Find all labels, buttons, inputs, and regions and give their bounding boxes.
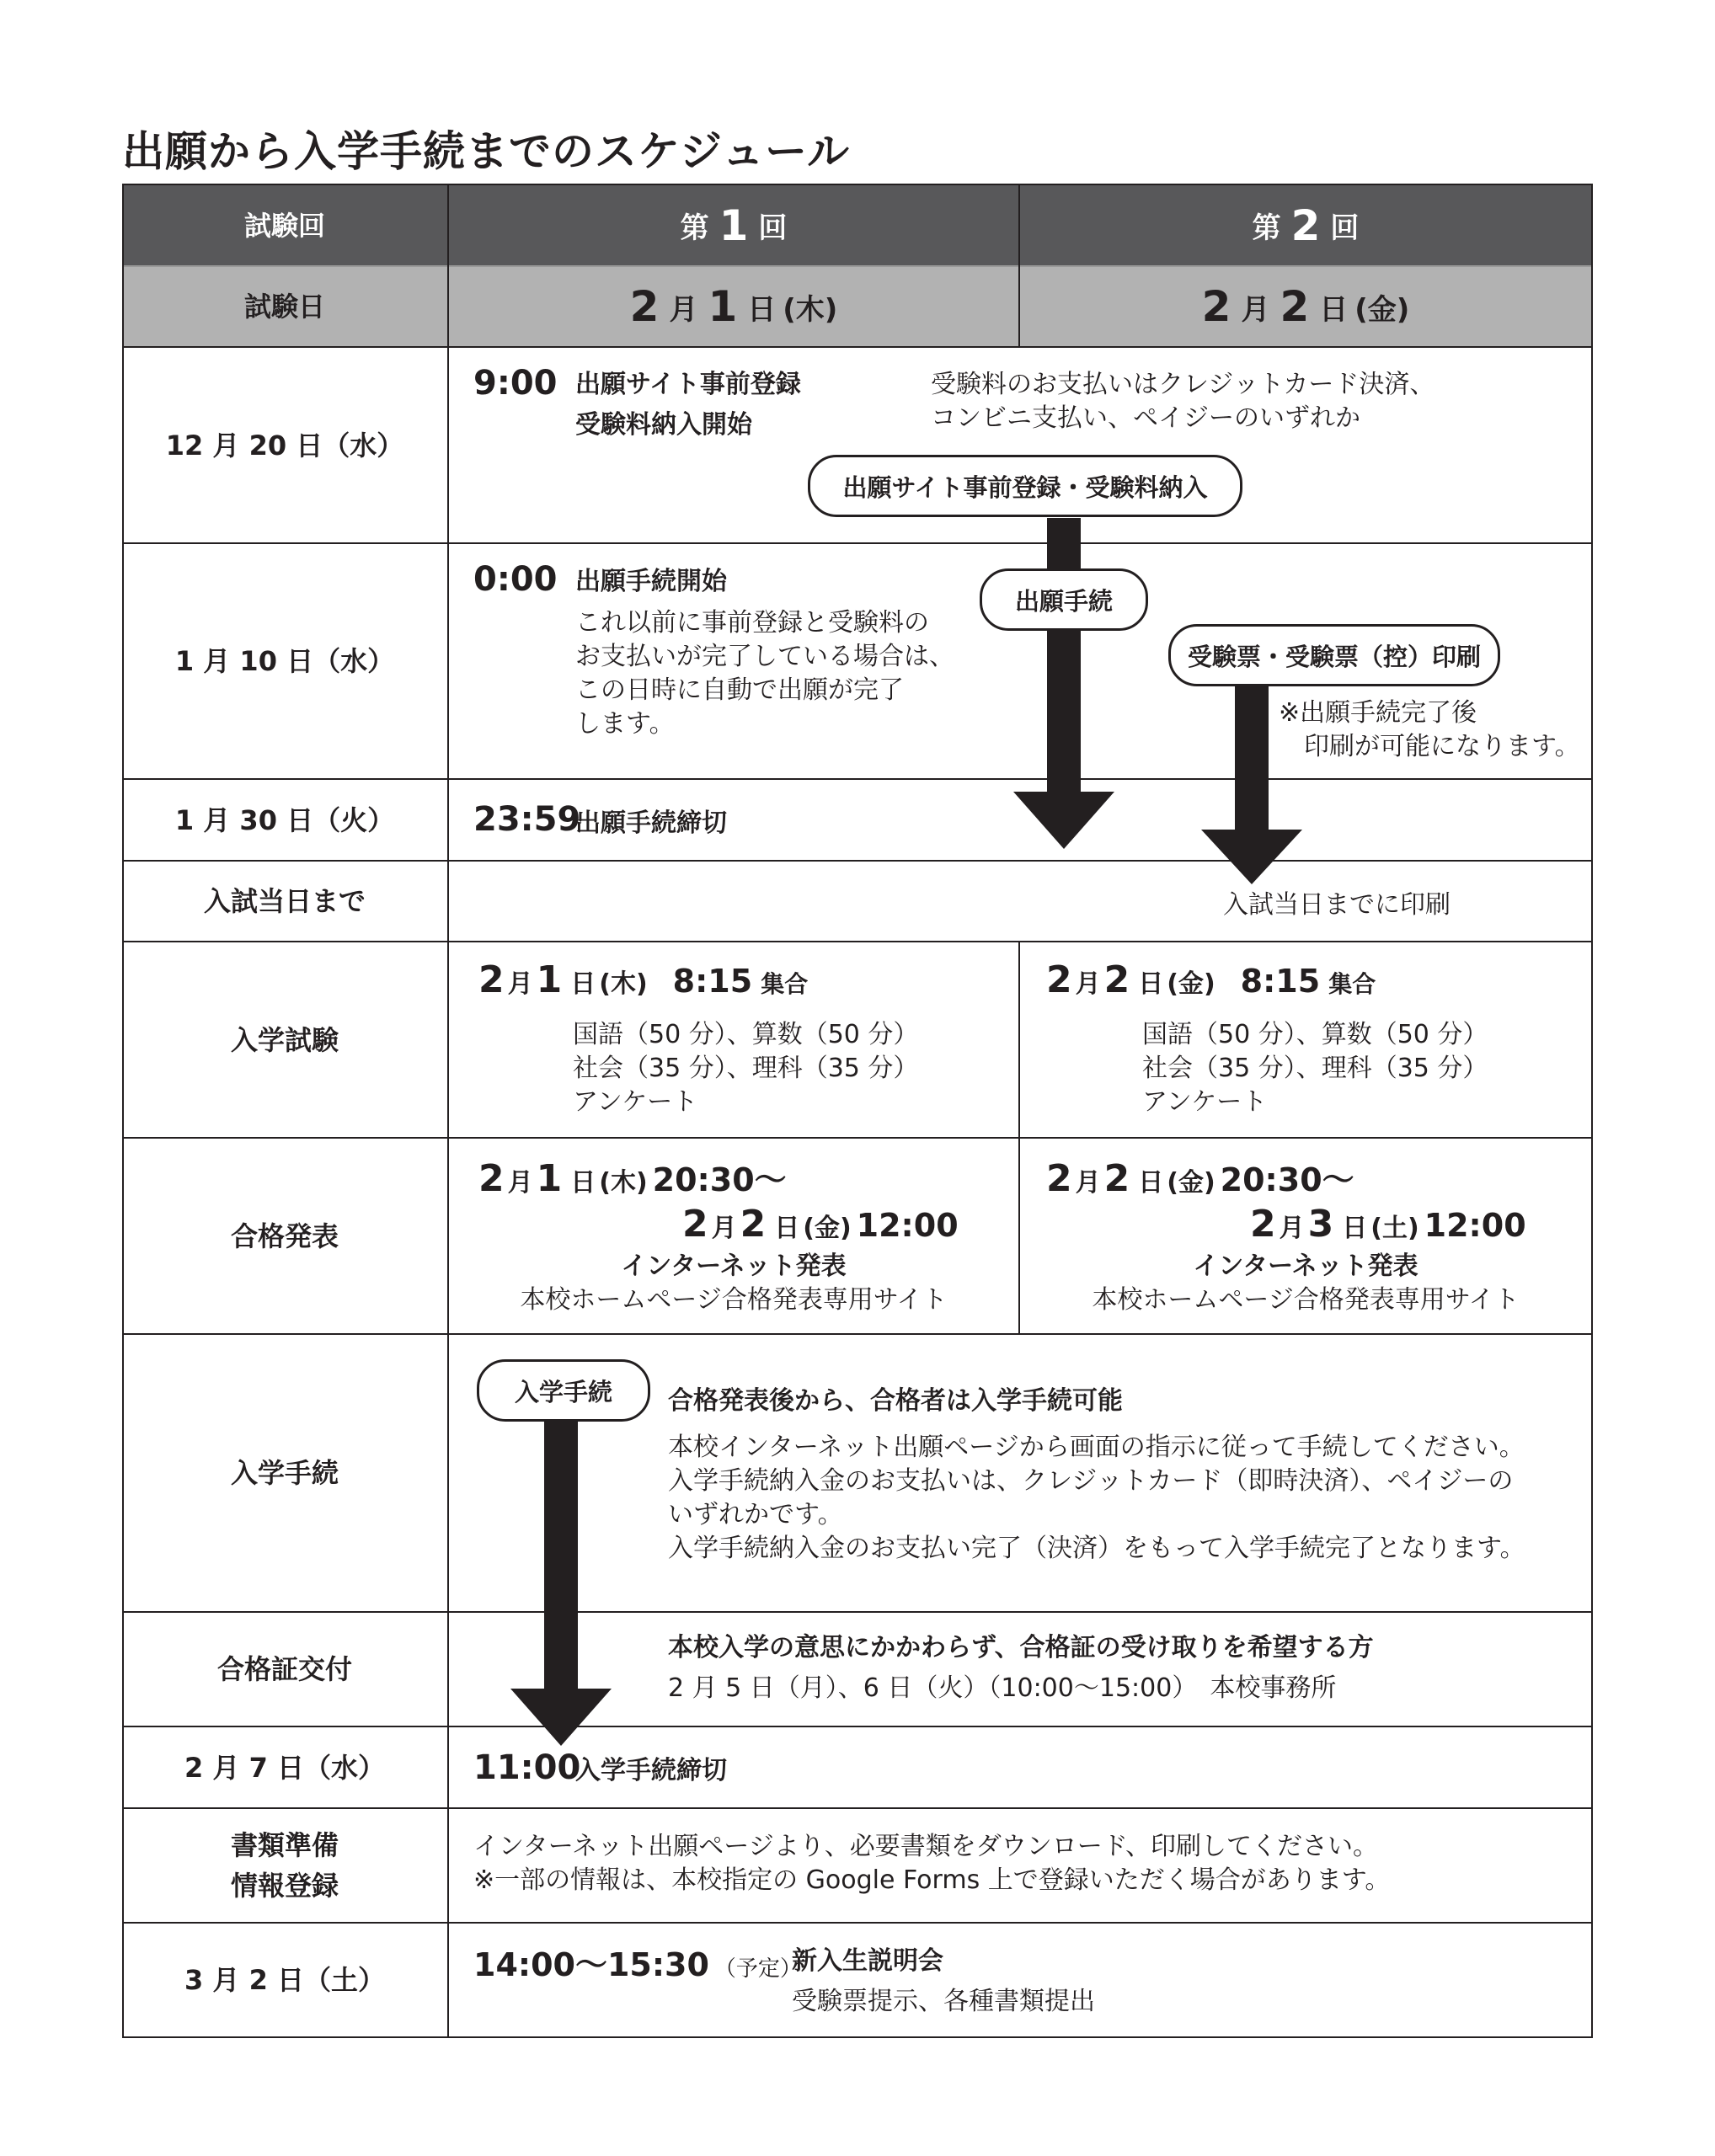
row-label-enrollment: 入学手続 <box>230 1457 339 1489</box>
results-1-start: 2 月1 日 (木) 20:30〜 <box>478 1157 787 1200</box>
r8-heading: 本校入学の意思にかかわらず、合格証の受け取りを希望する方 <box>668 1633 1374 1662</box>
r1-event2: 受験料納入開始 <box>575 410 752 440</box>
r1-event1: 出願サイト事前登録 <box>575 370 801 399</box>
r11-detail: 受験票提示、各種書類提出 <box>792 1987 1095 2016</box>
r9-time: 11:00 <box>473 1748 581 1787</box>
r1-time: 9:00 <box>473 364 558 403</box>
r11-event: 新入生説明会 <box>792 1946 943 1976</box>
exam-2-date: 2 月2 日 (金) 8:15 集合 <box>1046 958 1376 1001</box>
pill-enrollment: 入学手続 <box>477 1359 650 1422</box>
exam-1-survey: アンケート <box>573 1087 698 1117</box>
row-label-jan10: 1 月 10 日（水） <box>174 645 395 677</box>
r3-time: 23:59 <box>473 800 581 839</box>
arrow-apply-head <box>1013 792 1114 849</box>
header-label-date: 試験日 <box>243 291 325 323</box>
r7-line4: 入学手続納入金のお支払い完了（決済）をもって入学手続完了となります。 <box>668 1534 1525 1563</box>
pill-apply: 出願手続 <box>980 568 1148 631</box>
arrow-enroll-head <box>510 1689 612 1746</box>
arrow-enroll-shaft <box>544 1415 578 1693</box>
row-label-certificate: 合格証交付 <box>216 1653 352 1685</box>
exam-date-2: 2 月 2 日 (金) <box>1201 282 1410 331</box>
row-label-until-exam: 入試当日まで <box>203 885 366 917</box>
r1-note2: コンビニ支払い、ペイジーのいずれか <box>931 403 1360 433</box>
page-title: 出願から入学手続までのスケジュール <box>122 127 850 176</box>
r7-line3: いずれかです。 <box>668 1500 843 1529</box>
r10-line1: インターネット出願ページより、必要書類をダウンロード、印刷してください。 <box>473 1832 1378 1861</box>
r7-heading: 合格発表後から、合格者は入学手続可能 <box>668 1386 1123 1416</box>
round-2-header: 第 2 回 <box>1252 200 1360 250</box>
row-label-dec20: 12 月 20 日（水） <box>165 429 404 462</box>
exam-2-survey: アンケート <box>1142 1087 1268 1117</box>
r3-event: 出願手続締切 <box>575 808 727 838</box>
r2-desc1: これ以前に事前登録と受験料の <box>575 608 929 638</box>
results-1-site: 本校ホームページ合格発表専用サイト <box>520 1285 948 1315</box>
row-label-exam: 入学試験 <box>230 1023 339 1056</box>
r7-line2: 入学手続納入金のお支払いは、クレジットカード（即時決済）、ペイジーの <box>668 1466 1514 1496</box>
results-2-start: 2 月2 日 (金) 20:30〜 <box>1046 1157 1354 1200</box>
header-label-round: 試験回 <box>243 209 325 242</box>
arrow-print-head <box>1201 830 1302 884</box>
results-1-end: 2 月2 日 (金) 12:00 <box>682 1203 959 1246</box>
pill-print: 受験票・受験票（控）印刷 <box>1168 624 1500 686</box>
r2-desc2: お支払いが完了している場合は、 <box>575 642 954 671</box>
pill-preregistration: 出願サイト事前登録・受験料納入 <box>808 455 1242 517</box>
r7-line1: 本校インターネット出願ページから画面の指示に従って手続してください。 <box>668 1433 1525 1462</box>
row-label-feb7: 2 月 7 日（水） <box>184 1751 385 1784</box>
row-label-mar2: 3 月 2 日（土） <box>184 1964 385 1996</box>
r10-line2: ※一部の情報は、本校指定の Google Forms 上で登録いただく場合があります。 <box>473 1865 1391 1895</box>
r2-desc3: この日時に自動で出願が完了 <box>575 675 904 705</box>
r2-print-note1: ※出願手続完了後 <box>1279 698 1477 728</box>
r2-event: 出願手続開始 <box>575 567 727 596</box>
arrow-print-shaft <box>1235 678 1269 834</box>
r2-print-note2: 印刷が可能になります。 <box>1304 732 1580 761</box>
results-2-end: 2 月3 日 (土) 12:00 <box>1250 1203 1526 1246</box>
round-1-header: 第 1 回 <box>680 200 788 250</box>
r1-note1: 受験料のお支払いはクレジットカード決済、 <box>931 370 1435 399</box>
exam-1-subjects1: 国語（50 分）、算数（50 分） <box>573 1020 919 1049</box>
r2-desc4: します。 <box>575 709 675 739</box>
row-label-jan30: 1 月 30 日（火） <box>174 803 395 836</box>
r2-time: 0:00 <box>473 560 558 599</box>
exam-1-date: 2 月1 日 (木) 8:15 集合 <box>478 958 809 1001</box>
exam-2-subjects1: 国語（50 分）、算数（50 分） <box>1142 1020 1488 1049</box>
row-label-results: 合格発表 <box>230 1219 339 1252</box>
exam-2-subjects2: 社会（35 分）、理科（35 分） <box>1142 1054 1488 1083</box>
r11-time-row: 14:00〜15:30 （予定） <box>473 1946 802 1983</box>
results-1-method: インターネット発表 <box>621 1251 847 1281</box>
arrow-apply-shaft <box>1047 518 1081 796</box>
exam-date-1: 2 月 1 日 (木) <box>629 282 838 331</box>
row-label-documents: 書類準備 情報登録 <box>230 1829 339 1902</box>
results-2-method: インターネット発表 <box>1193 1251 1418 1281</box>
results-2-site: 本校ホームページ合格発表専用サイト <box>1092 1285 1520 1315</box>
exam-1-subjects2: 社会（35 分）、理科（35 分） <box>573 1054 919 1083</box>
r8-detail: 2 月 5 日（月）、6 日（火）（10:00〜15:00） 本校事務所 <box>668 1673 1337 1703</box>
r4-note: 入試当日までに印刷 <box>1223 890 1451 920</box>
r9-event: 入学手続締切 <box>575 1756 727 1785</box>
